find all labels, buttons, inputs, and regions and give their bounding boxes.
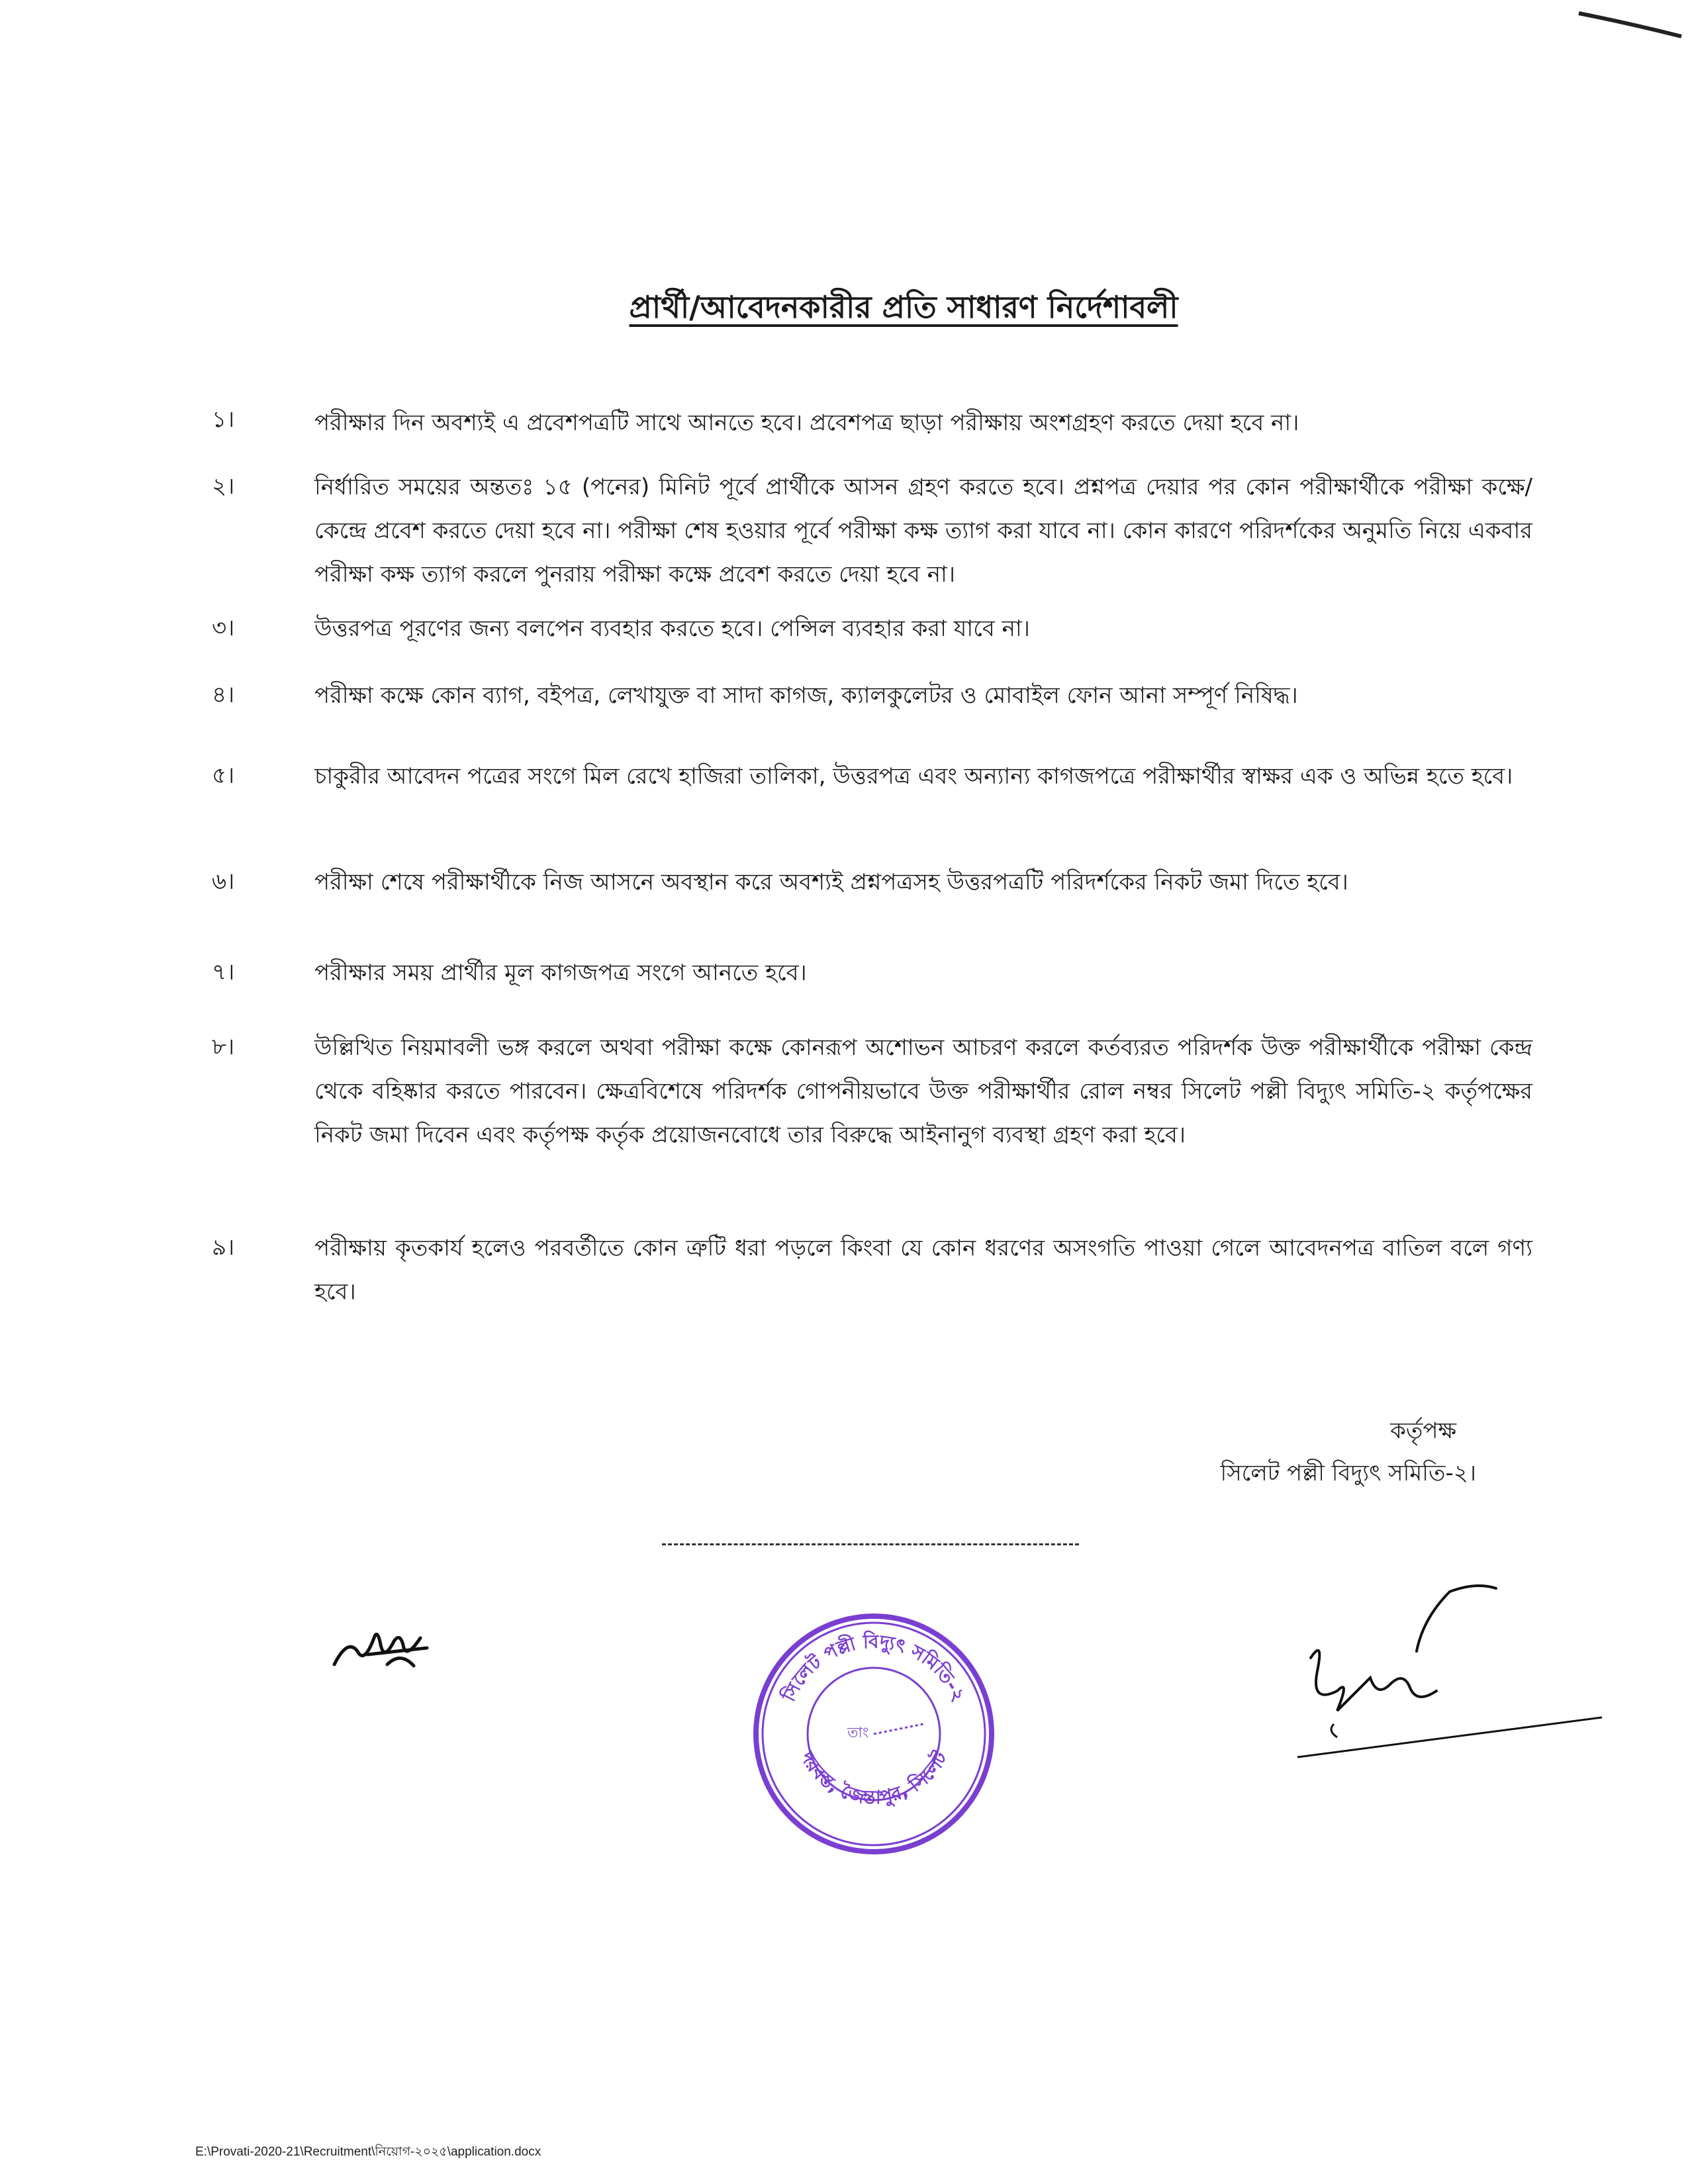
organization-seal-icon	[748, 1608, 1000, 1860]
seal-top-text: সিলেট পল্লী বিদ্যুৎ সমিতি-২	[777, 1630, 970, 1706]
separator-line	[662, 1543, 1079, 1545]
instruction-number: ৭।	[212, 959, 235, 985]
instruction-text: চাকুরীর আবেদন পত্রের সংগে মিল রেখে হাজিরা তালিকা, উত্তরপত্র এবং অন্যান্য কাগজপত্রে পরীক্ষার্থীর স্বাক্ষর এক ও অভিন্ন হতে হবে।	[314, 763, 1513, 790]
authority-organization: সিলেট পল্লী বিদ্যুৎ সমিতি-২।	[1220, 1460, 1476, 1486]
instruction-text: উত্তরপত্র পূরণের জন্য বলপেন ব্যবহার করতে হবে। পেন্সিল ব্যবহার করা যাবে না।	[314, 615, 1030, 642]
instruction-text: নির্ধারিত সময়ের অন্ততঃ ১৫ (পনের) মিনিট পূর্বে প্রার্থীকে আসন গ্রহণ করতে হবে। প্রশ্নপত্র দেয়ার পর কোন পরীক্ষার্থীকে পরীক্ষা কক্ষে/কেন্দ্রে প্রবেশ করতে দেয়া হবে না। পরীক্ষা শেষ হওয়ার পূর্বে পরীক্ষা কক্ষ ত্যাগ করা যাবে না। কোন কারণে পরিদর্শকের অনুমতি নিয়ে একবার পরীক্ষা কক্ষ ত্যাগ করলে পুনরায় পরীক্ষা কক্ষে প্রবেশ করতে দেয়া হবে না।	[314, 474, 1532, 588]
seal-bottom-text: দরবস্ত, জৈন্তাপুর, সিলেট	[796, 1748, 952, 1809]
corner-mark-icon	[1575, 0, 1688, 40]
instruction-text: পরীক্ষার সময় প্রার্থীর মূল কাগজপত্র সংগে আনতে হবে।	[314, 960, 807, 986]
signature-left-icon	[328, 1618, 440, 1678]
instruction-number: ২।	[212, 473, 235, 500]
instruction-number: ৫।	[212, 762, 235, 789]
instruction-number: ১।	[212, 406, 235, 433]
instruction-number: ৪।	[212, 682, 235, 708]
instruction-number: ৬।	[212, 868, 235, 895]
document-title	[60, 285, 1688, 335]
instruction-text: পরীক্ষার দিন অবশ্যই এ প্রবেশপত্রটি সাথে আনতে হবে। প্রবেশপত্র ছাড়া পরীক্ষায় অংশগ্রহণ করতে দেয়া হবে না।	[314, 410, 1299, 436]
signature-right-icon	[1297, 1578, 1615, 1764]
authority-title: কর্তৃপক্ষ	[1390, 1418, 1456, 1444]
instruction-number: ৩।	[212, 615, 235, 641]
instruction-number: ৯।	[212, 1234, 235, 1261]
instruction-text: উল্লিখিত নিয়মাবলী ভঙ্গ করলে অথবা পরীক্ষা কক্ষে কোনরূপ অশোভন আচরণ করলে কর্তব্যরত পরিদর্শক উক্ত পরীক্ষার্থীকে পরীক্ষা কেন্দ্র থেকে বহিষ্কার করতে পারবেন। ক্ষেত্রবিশেষে পরিদর্শক গোপনীয়ভাবে উক্ত পরীক্ষার্থীর রোল নম্বর সিলেট পল্লী বিদ্যুৎ সমিতি-২ কর্তৃপক্ষের নিকট জমা দিবেন এবং কর্তৃপক্ষ কর্তৃক প্রয়োজনবোধে তার বিরুদ্ধে আইনানুগ ব্যবস্থা গ্রহণ করা হবে।	[314, 1034, 1532, 1148]
authority-block	[1178, 1410, 1476, 1494]
file-path-footer: E:\Provati-2020-21\Recruitment\নিয়োগ-২০২৫\application.docx	[195, 2145, 541, 2159]
seal-date-label: তাং	[847, 1725, 869, 1741]
instruction-text: পরীক্ষায় কৃতকার্য হলেও পরবর্তীতে কোন ত্রুটি ধরা পড়লে কিংবা যে কোন ধরণের অসংগতি পাওয়া গেলে আবেদনপত্র বাতিল বলে গণ্য হবে।	[314, 1235, 1532, 1305]
instruction-text: পরীক্ষা কক্ষে কোন ব্যাগ, বইপত্র, লেখাযুক্ত বা সাদা কাগজ, ক্যালকুলেটর ও মোবাইল ফোন আনা সম্পূর্ণ নিষিদ্ধ।	[314, 682, 1298, 709]
document-title-text: প্রার্থী/আবেদনকারীর প্রতি সাধারণ নির্দেশাবলী	[629, 289, 1178, 325]
instruction-number: ৮।	[212, 1034, 235, 1060]
instruction-text: পরীক্ষা শেষে পরীক্ষার্থীকে নিজ আসনে অবস্থান করে অবশ্যই প্রশ্নপত্রসহ উত্তরপত্রটি পরিদর্শকের নিকট জমা দিতে হবে।	[314, 869, 1348, 895]
